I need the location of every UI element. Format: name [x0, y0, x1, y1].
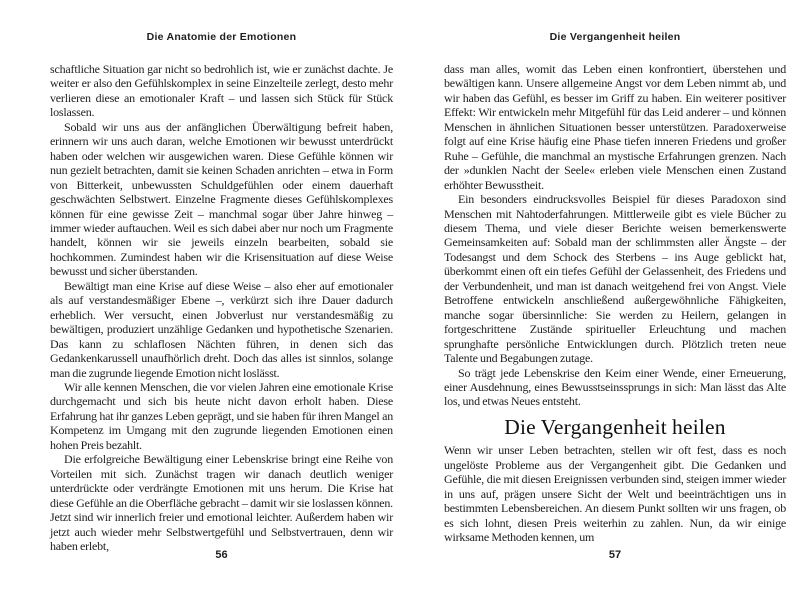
body-paragraph: Wenn wir unser Leben betrachten, stellen wir oft fest, dass es noch ungelöste Probleme aus der Vergangenheit gibt. Die Gedanken und Gefühle, die mit diesen Ereignissen verbunden sind, steigen immer wieder in uns auf, prägen unsere Sicht der Welt und beeinträchtigen uns in bestimmten Lebensbereichen. An diesem Punkt sollten wir uns fragen, ob es sich lohnt, diesen Preis weiterhin zu zahlen. Nun, da wir einige wirksame Methoden kennen, um: [444, 443, 786, 545]
running-header-left: Die Anatomie der Emotionen: [146, 31, 297, 43]
body-paragraph: Ein besonders eindrucksvolles Beispiel für dieses Paradoxon sind Menschen mit Nahtoderfahrungen. Mittlerweile gibt es viele Bücher zu diesem Thema, und viele dieser Berichte weisen bemerkenswerte Gemeinsamkeiten auf: Sobald man der schlimmsten aller Ängste – der Todesangst und dem Schock des Sterbens – ins Auge geblickt hat, überkommt einen oft ein tiefes Gefühl der Gelassenheit, des Friedens und der Verbundenheit, und man ist danach weitgehend frei von Angst. Viele Betroffene entwickeln anschließend außergewöhnliche Fähigkeiten, manche sogar übersinnliche: Sie werden zu Heilern, gelangen in fortgeschrittene Zustände spiritueller Erleuchtung und machen sprunghafte persönliche Entwicklungen durch. Plötzlich treten neue Talente und Begabungen zutage.: [444, 192, 786, 366]
running-header-right: Die Vergangenheit heilen: [549, 31, 681, 43]
body-paragraph: Sobald wir uns aus der anfänglichen Überwältigung befreit haben, erinnern wir uns auch daran, welche Emotionen wir bewusst unterdrückt haben oder welchen wir ausgewichen waren. Diese Gefühle können wir nun gezielt betrachten, damit sie keinen Schaden anrichten – etwa in Form von Bitterkeit, unbewussten Schuldgefühlen oder einem dauerhaft geschwächten Selbstwert. Einzelne Fragmente dieses Gefühlskomplexes können für eine gewisse Zeit – manchmal sogar über Jahre hinweg – immer wieder auftauchen. Weil es sich dabei aber nur noch um Fragmente handelt, können wir sie jeweils einzeln bearbeiten, sobald sie hochkommen. Zumindest haben wir die Krisensituation auf diese Weise bewusst und sicher überstanden.: [50, 119, 393, 279]
body-paragraph: Die erfolgreiche Bewältigung einer Lebenskrise bringt eine Reihe von Vorteilen mit sich. Zunächst tragen wir danach deutlich weniger unterdrückte oder verdrängte Emotionen mit uns herum. Die Krise hat diese Gefühle an die Oberfläche gebracht – damit wir sie loslassen können. Jetzt sind wir innerlich freier und emotional leichter. Außerdem haben wir jetzt auch wieder mehr Selbstwertgefühl und Selbstvertrauen, denn wir haben erlebt,: [50, 452, 393, 553]
body-paragraph: Wir alle kennen Menschen, die vor vielen Jahren eine emotionale Krise durchgemacht und sich bis heute nicht davon erholt haben. Diese Erfahrung hat ihr ganzes Leben geprägt, und sie haben für ihren Mangel an Kompetenz im Umgang mit den zugrunde liegenden Emotionen einen hohen Preis bezahlt.: [50, 379, 393, 452]
right-page-body: [444, 62, 786, 545]
section-heading: Die Vergangenheit heilen: [504, 414, 726, 439]
body-paragraph: So trägt jede Lebenskrise den Keim einer Wende, einer Erneuerung, einer Ausdehnung, eines Bewusstseinssprungs in sich: Man lässt das Alte los, und etwas Neues entsteht.: [444, 365, 786, 409]
page-number-right: 57: [608, 549, 622, 561]
left-page-body: [50, 62, 393, 553]
page-number-left: 56: [215, 549, 228, 561]
body-paragraph: Bewältigt man eine Krise auf diese Weise – also eher auf emotionaler als auf verstandesmäßiger Ebene –, verkürzt sich ihre Dauer dadurch erheblich. Wer versucht, einen Jobverlust nur verstandesmäßig zu bewältigen, produziert unzählige Gedanken und hypothetische Szenarien. Das kann zu schlaflosen Nächten führen, in denen sich das Gedankenkarussell unaufhörlich dreht. Doch das alles ist sinnlos, solange man die zugrunde liegende Emotion nicht loslässt.: [50, 278, 393, 380]
body-paragraph: dass man alles, womit das Leben einen konfrontiert, überstehen und bewältigen kann. Unsere allgemeine Angst vor dem Leben nimmt ab, und wir haben das Gefühl, es besser im Griff zu haben. Ein weiterer positiver Effekt: Wir entwickeln mehr Mitgefühl für das Leid anderer – und können Menschen in ähnlichen Situationen besser unterstützen. Paradoxerweise folgt auf eine Krise häufig eine Phase tiefen inneren Friedens und großer Ruhe – Gefühle, die manchmal an mystische Erfahrungen grenzen. Nach der »dunklen Nacht der Seele« erleben viele Menschen einen Zustand erhöhter Bewusstheit.: [444, 62, 786, 192]
body-paragraph: schaftliche Situation gar nicht so bedrohlich ist, wie er zunächst dachte. Je weiter er also den Gefühlskomplex in seine Einzelteile zerlegt, desto mehr verlieren diese an emotionaler Kraft – und lassen sich Stück für Stück loslassen.: [50, 62, 393, 120]
